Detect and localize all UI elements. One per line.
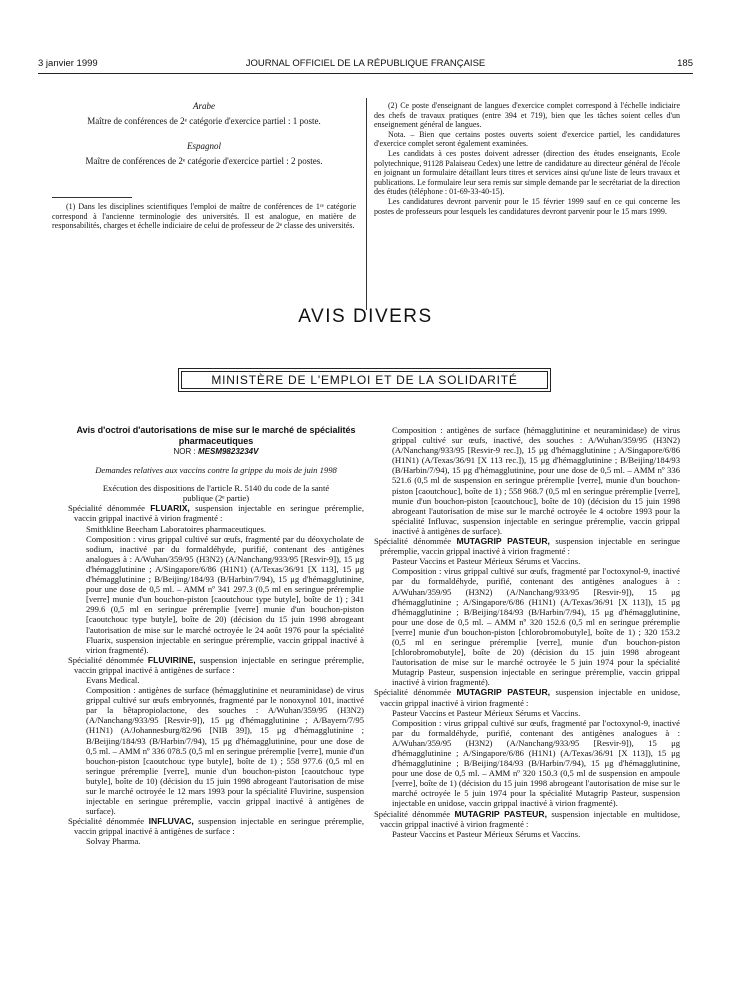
footnote-1: (1) Dans les disciplines scientifiques l'emploi de maître de conférences de 1ʳᵉ catégorie correspond à l'ancienne terminologie des universités. Il est analogue, en matière de responsabilités, charges et échelle indiciaire de celui de professeur de 2ᵉ classe des universités.	[52, 202, 356, 230]
composition-mutagrip-1: Composition : virus grippal cultivé sur œufs, fragmenté par l'octoxynol-9, inactivé par du formaldéhyde, purifié, contenant des antigènes analogues à : A/Wuhan/359/95 (H3N2) (A/Nanchang/933/95 [Resvir-9]), 15 μg d'hémagglutinine ; A/Singapore/6/86 (H1N1) (A/Texas/36/91 [X 113]), 15 μg d'hémagglutinine ; B/Beijing/184/93 (B/Harbin/7/94), 15 μg d'hémagglutinine, pour une dose de 0,5 ml. – AMM nº 320 152.6 (0,5 ml en seringue préremplie [verre] munie d'un bouchon-piston [chlorobromobutyle], boîte de 1) ; 320 153.2 (0,5 ml en seringue préremplie [verre], munie d'un bouchon-piston [chlorobromobutyle], boîte de 20) (décision du 15 juin 1998 abrogeant l'autorisation de mise sur le marché octroyée le 5 juin 1974 pour la spécialité Mutagrip Pasteur, suspension injectable en seringue préremplie, vaccin grippal inactivé à virion fragmenté).	[392, 566, 680, 688]
column-divider	[366, 98, 367, 310]
header-rule	[38, 73, 693, 74]
specialite-influvac: Spécialité dénommée INFLUVAC, suspension injectable en seringue préremplie, vaccin grippal inactivé à antigènes de surface :	[68, 816, 364, 837]
arabe-post: Maître de conférences de 2ᵉ catégorie d'exercice partiel : 1 poste.	[87, 116, 321, 126]
composition-mutagrip-2: Composition : virus grippal cultivé sur œufs, fragmenté par l'octoxynol-9, inactivé par du formaldéhyde, purifié, contenant des antigènes analogues à : A/Wuhan/359/95 (H3N2) (A/Nanchang/933/95 [Resvir-9]), 15 μg d'hémagglutinine ; A/Singapore/6/86 (H1N1) (A/Texas/36/91 [X 113]), 15 μg d'hémagglutinine ; B/Beijing/184/93 (B/Harbin/7/94), 15 μg d'hémagglutinine, pour une dose de 0,5 ml. – AMM nº 320 150.3 (0,5 ml de suspension en ampoule [verre], boîte de 1) (décision du 15 juin 1998 abrogeant l'autorisation de mise sur le marché octroyée le 5 juin 1974 pour la spécialité Mutagrip Pasteur, suspension injectable en unidose, vaccin grippal inactivé à virion fragmenté).	[392, 717, 680, 809]
product-name-influvac: INFLUVAC,	[148, 816, 194, 827]
deadline-paragraph: Les candidatures devront parvenir pour le 15 février 1999 sauf en ce qui concerne les postes de professeurs pour lesquels les candidatures devront parvenir pour le 15 mars 1999.	[374, 196, 680, 216]
header-journal-title: JOURNAL OFFICIEL DE LA RÉPUBLIQUE FRANÇAISE	[245, 58, 486, 69]
product-name-mutagrip-1: MUTAGRIP PASTEUR,	[456, 536, 550, 547]
header-page-number: 185	[677, 58, 693, 69]
lab-fluarix: Smithkline Beecham Laboratoires pharmaceutiques.	[86, 523, 266, 534]
specialite-mutagrip-multidose: Spécialité dénommée MUTAGRIP PASTEUR, suspension injectable en multidose, vaccin grippal inactivé à virion fragmenté :	[374, 808, 680, 829]
execution-subtitle: Exécution des dispositions de l'article R. 5140 du code de la santé publique (2ᵉ partie)	[102, 483, 330, 504]
running-header	[38, 58, 693, 72]
footnote-rule	[52, 197, 132, 198]
product-name-mutagrip-3: MUTAGRIP PASTEUR,	[454, 808, 547, 819]
lower-right-column	[374, 425, 680, 839]
nor-label: NOR :	[173, 447, 196, 456]
composition-influvac: Composition : antigènes de surface (hémagglutinine et neuraminidase) de virus grippal cultivé sur œufs, inactivé, des souches : A/Wuhan/359/95 (H3N2) (A/Nanchang/933/95 [Resvir-9 rec.]), 15 μg d'hémagglutinine ; A/Singapore/6/86 (H1N1) (A/Texas/36/91 [X 113 rec.]), 15 μg d'hémagglutinine ; B/Beijing/184/93 (B/Harbin/7/94), 15 μg d'hémagglutinine, pour une dose de 0,5 ml. – AMM nº 336 521.6 (0,5 ml de suspension en seringue préremplie [verre], munie d'un bouchon-piston [caoutchouc], boîte de 1) ; 558 968.7 (0,5 ml en seringue préremplie [verre], munie d'un bouchon-piston [caoutchouc], boîte de 10) (décision du 15 juin 1998 abrogeant l'autorisation de mise sur le marché octroyée le 4 octobre 1993 pour la spécialité Influvac, suspension injectable en seringue préremplie, vaccin grippal inactivé à antigènes de surface).	[392, 425, 680, 536]
notice-heading: Avis d'octroi d'autorisations de mise sur le marché de spécialités pharmaceutiques	[76, 425, 356, 446]
lab-mutagrip-1: Pasteur Vaccins et Pasteur Mérieux Sérums et Vaccins.	[392, 556, 581, 567]
product-name-fluvirine: FLUVIRINE,	[147, 654, 196, 665]
specialite-fluvirine: Spécialité dénommée FLUVIRINE, suspension injectable en seringue préremplie, vaccin grippal inactivé à antigènes de surface :	[68, 654, 364, 675]
lab-mutagrip-3: Pasteur Vaccins et Pasteur Mérieux Sérums et Vaccins.	[392, 828, 581, 839]
specialite-mutagrip-seringue: Spécialité dénommée MUTAGRIP PASTEUR, suspension injectable en seringue préremplie, vaccin grippal inactivé à virion fragmenté :	[374, 536, 680, 557]
ministry-box	[178, 368, 551, 392]
composition-fluarix: Composition : virus grippal cultivé sur œufs, fragmenté par du déoxycholate de sodium, inactivé par du formaldéhyde, purifié, contenant des antigènes analogues à : A/Wuhan/359/95 (H3N2) (A/Nanchang/933/95 [Resvir-9]), 15 μg d'hémagglutinine ; A/Singapore/6/86 (H1N1) (A/Texas/36/91 [X 113], 15 μg d'hémagglutinine ; B/Beijing/184/93 (B/Harbin/7/94), 15 μg d'hémagglutinine, pour une dose de 0,5 ml. – AMM nº 341 297.3 (0,5 ml en seringue préremplie [verre] munie d'un bouchon-piston [caoutchouc type butyle], boîte de 1) ; 341 299.6 (0,5 ml en seringue préremplie [verre] munie d'un bouchon-piston [caoutchouc type butyle], boîte de 20) (décision du 15 juin 1998 abrogeant l'autorisation de mise sur le marché octroyée le 24 août 1976 pour la spécialité Fluarix, suspension injectable en seringue préremplie, vaccin grippal inactivé à virion fragmenté).	[86, 533, 364, 655]
espagnol-post: Maître de conférences de 2ᵉ catégorie d'exercice partiel : 2 postes.	[85, 156, 323, 166]
lab-fluvirine: Evans Medical.	[86, 674, 140, 685]
lab-mutagrip-2: Pasteur Vaccins et Pasteur Mérieux Sérums et Vaccins.	[392, 707, 581, 718]
top-right-column	[374, 101, 680, 216]
product-name-mutagrip-2: MUTAGRIP PASTEUR,	[456, 687, 551, 698]
nota-paragraph: Nota. – Bien que certains postes ouverts soient d'exercice partiel, les candidatures d'exercice complet seront également examinées.	[374, 129, 680, 149]
lower-left-column	[68, 425, 364, 847]
specialite-mutagrip-unidose: Spécialité dénommée MUTAGRIP PASTEUR, suspension injectable en unidose, vaccin grippal inactivé à virion fragmenté :	[374, 687, 680, 708]
section-title-espagnol: Espagnol	[186, 141, 221, 151]
section-title-arabe: Arabe	[193, 101, 215, 111]
product-name-fluarix: FLUARIX,	[150, 503, 190, 514]
specialite-fluarix: Spécialité dénommée FLUARIX, suspension injectable en seringue préremplie, vaccin grippal inactivé à virion fragmenté :	[68, 503, 364, 524]
nor-reference	[68, 447, 364, 457]
composition-fluvirine: Composition : antigènes de surface (hémagglutinine et neuraminidase) de virus grippal cultivé sur œufs embryonnés, fragmenté par le nonoxynol 101, inactivé par la bêtapropiolactone, des souches : A/Wuhan/359/95 (H3N2) (A/Nanchang/933/95 [Resvir-9]), 15 μg d'hémagglutinine ; A/Bayern/7/95 (H1N1) (A/Johannesburg/82/96 [NIB 39]), 15 μg d'hémagglutinine ; B/Beijing/184/93 (B/Harbin/7/94), 15 μg d'hémagglutinine, pour une dose de 0,5 ml. – AMM nº 336 078.5 (0,5 ml en seringue préremplie [verre], munie d'un bouchon-piston [caoutchouc type butyle], boîte de 1) ; 558 977.6 (0,5 ml en seringue préremplie [verre], munie d'un bouchon-piston [caoutchouc type butyle], boîte de 10) (décision du 15 juin 1998 abrogeant l'autorisation de mise sur le marché octroyée le 12 mars 1993 pour la spécialité Fluvirine, suspension injectable en seringue préremplie, vaccin grippal inactivé à antigènes de surface).	[86, 685, 364, 817]
section-heading-avis-divers: AVIS DIVERS	[298, 306, 433, 327]
candidature-paragraph: Les candidats à ces postes doivent adresser (direction des études enseignants, Ecole polytechnique, 91128 Palaiseau Cedex) une lettre de candidature au directeur général de l'école en joignant un formulaire détaillant leurs titres et services ainsi qu'une liste de leurs travaux et publications. Le formulaire leur sera remis sur simple demande par le secrétariat de la direction des études (téléphone : 01-69-33-40-15).	[374, 148, 680, 197]
lab-influvac: Solvay Pharma.	[86, 836, 141, 847]
top-left-column	[52, 101, 356, 231]
header-date: 3 janvier 1999	[38, 58, 98, 69]
footnote-2: (2) Ce poste d'enseignant de langues d'exercice complet correspond à l'échelle indiciaire des chefs de travaux pratiques (entre 394 et 719), bien que les tâches soient celles d'un enseignement général de langues.	[374, 101, 680, 130]
demandes-subtitle: Demandes relatives aux vaccins contre la grippe du mois de juin 1998	[95, 465, 337, 476]
ministry-title: MINISTÈRE DE L'EMPLOI ET DE LA SOLIDARITÉ	[181, 371, 548, 389]
nor-value: MESM9823234V	[197, 447, 259, 456]
